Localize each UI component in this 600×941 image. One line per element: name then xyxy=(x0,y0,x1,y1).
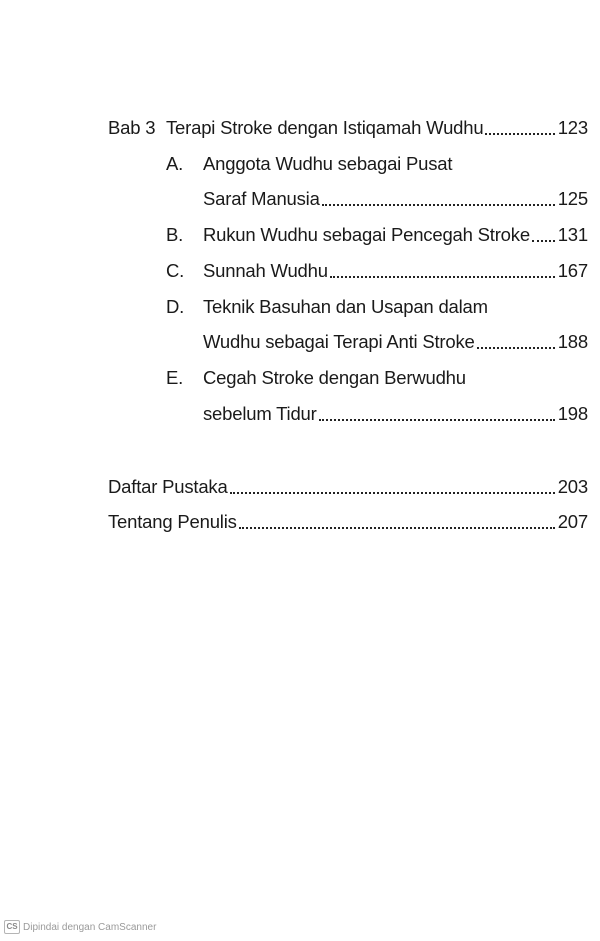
item-c-entry xyxy=(203,260,588,282)
item-b-title: Rukun Wudhu sebagai Pencegah Stroke xyxy=(203,224,530,245)
dot-leader xyxy=(477,347,555,349)
item-a-title-line1: Anggota Wudhu sebagai Pusat xyxy=(203,153,453,174)
bibliography-entry xyxy=(108,476,588,498)
item-d-title-line2: Wudhu sebagai Terapi Anti Stroke xyxy=(203,331,475,352)
item-d-page-number: 188 xyxy=(557,331,588,352)
item-d-letter: D. xyxy=(166,296,185,317)
item-c-title: Sunnah Wudhu xyxy=(203,260,328,281)
chapter-title: Terapi Stroke dengan Istiqamah Wudhu xyxy=(166,117,484,138)
chapter-page-number: 123 xyxy=(557,117,588,138)
item-a-title-line2: Saraf Manusia xyxy=(203,188,320,209)
about-author-page-number: 207 xyxy=(557,511,588,532)
dot-leader xyxy=(322,204,555,206)
scanner-watermark-text: Dipindai dengan CamScanner xyxy=(23,921,157,933)
bibliography-page-number: 203 xyxy=(557,476,588,497)
dot-leader xyxy=(330,276,555,278)
item-e-letter: E. xyxy=(166,367,184,388)
about-author-entry xyxy=(108,511,588,533)
camscanner-logo-icon: CS xyxy=(4,920,20,934)
item-b-page-number: 131 xyxy=(557,224,588,245)
bibliography-title: Daftar Pustaka xyxy=(108,476,228,497)
dot-leader xyxy=(319,419,555,421)
item-d-title-line1: Teknik Basuhan dan Usapan dalam xyxy=(203,296,488,317)
item-a-entry xyxy=(203,188,588,210)
chapter-entry xyxy=(166,117,588,139)
item-c-page-number: 167 xyxy=(557,260,588,281)
item-a-letter: A. xyxy=(166,153,184,174)
about-author-title: Tentang Penulis xyxy=(108,511,237,532)
dot-leader xyxy=(485,133,554,135)
chapter-label: Bab 3 xyxy=(108,117,156,138)
item-e-entry xyxy=(203,403,588,425)
item-a-page-number: 125 xyxy=(557,188,588,209)
item-e-page-number: 198 xyxy=(557,403,588,424)
item-b-letter: B. xyxy=(166,224,184,245)
item-e-title-line1: Cegah Stroke dengan Berwudhu xyxy=(203,367,466,388)
item-b-entry xyxy=(203,224,588,246)
item-d-entry xyxy=(203,331,588,353)
dot-leader xyxy=(230,492,555,494)
dot-leader xyxy=(239,527,555,529)
item-e-title-line2: sebelum Tidur xyxy=(203,403,317,424)
item-c-letter: C. xyxy=(166,260,185,281)
scanner-watermark xyxy=(4,920,156,934)
dot-leader xyxy=(532,240,555,242)
